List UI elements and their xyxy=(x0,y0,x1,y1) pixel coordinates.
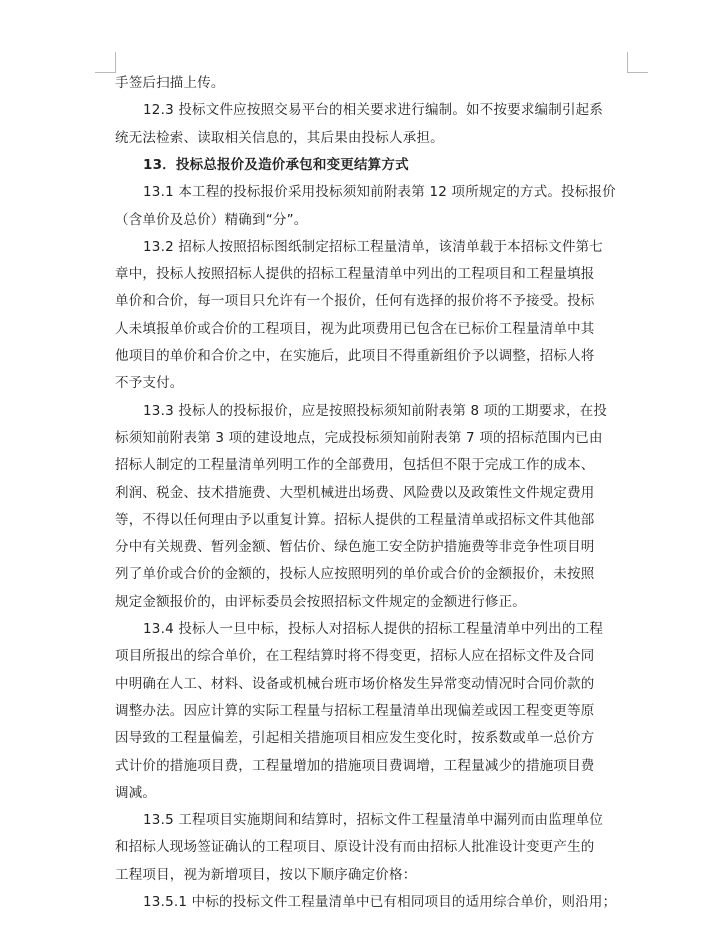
text-line: 分中有关规费、暂列金额、暂估价、绿色施工安全防护措施费等非竞争性项目明 xyxy=(115,539,595,556)
text-line: 13.3 投标人的投标报价，应是按照投标须知前附表第 8 项的工期要求，在投 xyxy=(143,402,608,419)
text-line: 13.4 投标人一旦中标，投标人对招标人提供的招标工程量清单中列出的工程 xyxy=(143,621,604,637)
text-line: 章中，投标人按照招标人提供的招标工程量清单中列出的工程项目和工程量填报 xyxy=(115,266,595,283)
text-line: 利润、税金、技术措施费、大型机械进出场费、风险费以及政策性文件规定费用 xyxy=(115,484,595,501)
text-line: 手签后扫描上传。 xyxy=(115,75,225,91)
text-line: 13.5 工程项目实施期间和结算时，招标文件工程量清单中漏列而由监理单位 xyxy=(143,812,604,829)
text-line: 标须知前附表第 3 项的建设地点，完成投标须知前附表第 7 项的招标范围内已由 xyxy=(115,429,603,446)
margin-corner-mark-left xyxy=(95,52,116,73)
text-line: 和招标人现场签证确认的工程项目、原设计没有而由招标人批准设计变更产生的 xyxy=(115,839,595,856)
text-line: 式计价的措施项目费，工程量增加的措施项目费调增，工程量减少的措施项目费 xyxy=(115,757,595,774)
text-line: 单价和合价，每一项目只允许有一个报价，任何有选择的报价将不予接受。投标 xyxy=(115,293,595,310)
text-line: 人未填报单价或合价的工程项目，视为此项费用已包含在已标价工程量清单中其 xyxy=(115,320,595,337)
text-line: 不予支付。 xyxy=(115,375,184,392)
text-line: 招标人制定的工程量清单列明工作的全部费用，包括但不限于完成工作的成本、 xyxy=(115,457,595,474)
section-heading: 13．投标总报价及造价承包和变更结算方式 xyxy=(143,156,409,173)
text-line: 13.5.1 中标的投标文件工程量清单中已有相同项目的适用综合单价，则沿用； xyxy=(143,894,617,910)
text-line: 中明确在人工、材料、设备或机械台班市场价格发生异常变动情况时合同价款的 xyxy=(115,675,595,692)
text-line: 列了单价或合价的金额的，投标人应按照明列的单价或合价的金额报价，未按照 xyxy=(115,566,595,583)
text-line: 12.3 投标文件应按照交易平台的相关要求进行编制。如不按要求编制引起系 xyxy=(143,102,604,119)
text-line: 规定金额报价的，由评标委员会按照招标文件规定的金额进行修正。 xyxy=(115,593,526,610)
text-line: 调整办法。因应计算的实际工程量与招标工程量清单出现偏差或因工程变更等原 xyxy=(115,702,595,719)
text-line: 他项目的单价和合价之中，在实施后，此项目不得重新组价予以调整，招标人将 xyxy=(115,348,595,364)
text-line: 调减。 xyxy=(115,784,157,801)
text-line: 等，不得以任何理由予以重复计算。招标人提供的工程量清单或招标文件其他部 xyxy=(115,511,595,528)
text-line: （含单价及总价）精确到“分”。 xyxy=(115,211,308,228)
text-line: 统无法检索、读取相关信息的，其后果由投标人承担。 xyxy=(115,129,444,146)
text-line: 13.1 本工程的投标报价采用投标须知前附表第 12 项所规定的方式。投标报价 xyxy=(143,184,616,201)
text-line: 工程项目，视为新增项目，按以下顺序确定价格： xyxy=(115,866,417,883)
text-line: 因导致的工程量偏差，引起相关措施项目相应发生变化时，按系数或单一总价方 xyxy=(115,730,595,747)
text-line: 项目所报出的综合单价，在工程结算时将不得变更，招标人应在招标文件及合同 xyxy=(115,648,595,665)
text-line: 13.2 招标人按照招标图纸制定招标工程量清单，该清单载于本招标文件第七 xyxy=(143,238,604,255)
margin-corner-mark-right xyxy=(627,52,648,73)
